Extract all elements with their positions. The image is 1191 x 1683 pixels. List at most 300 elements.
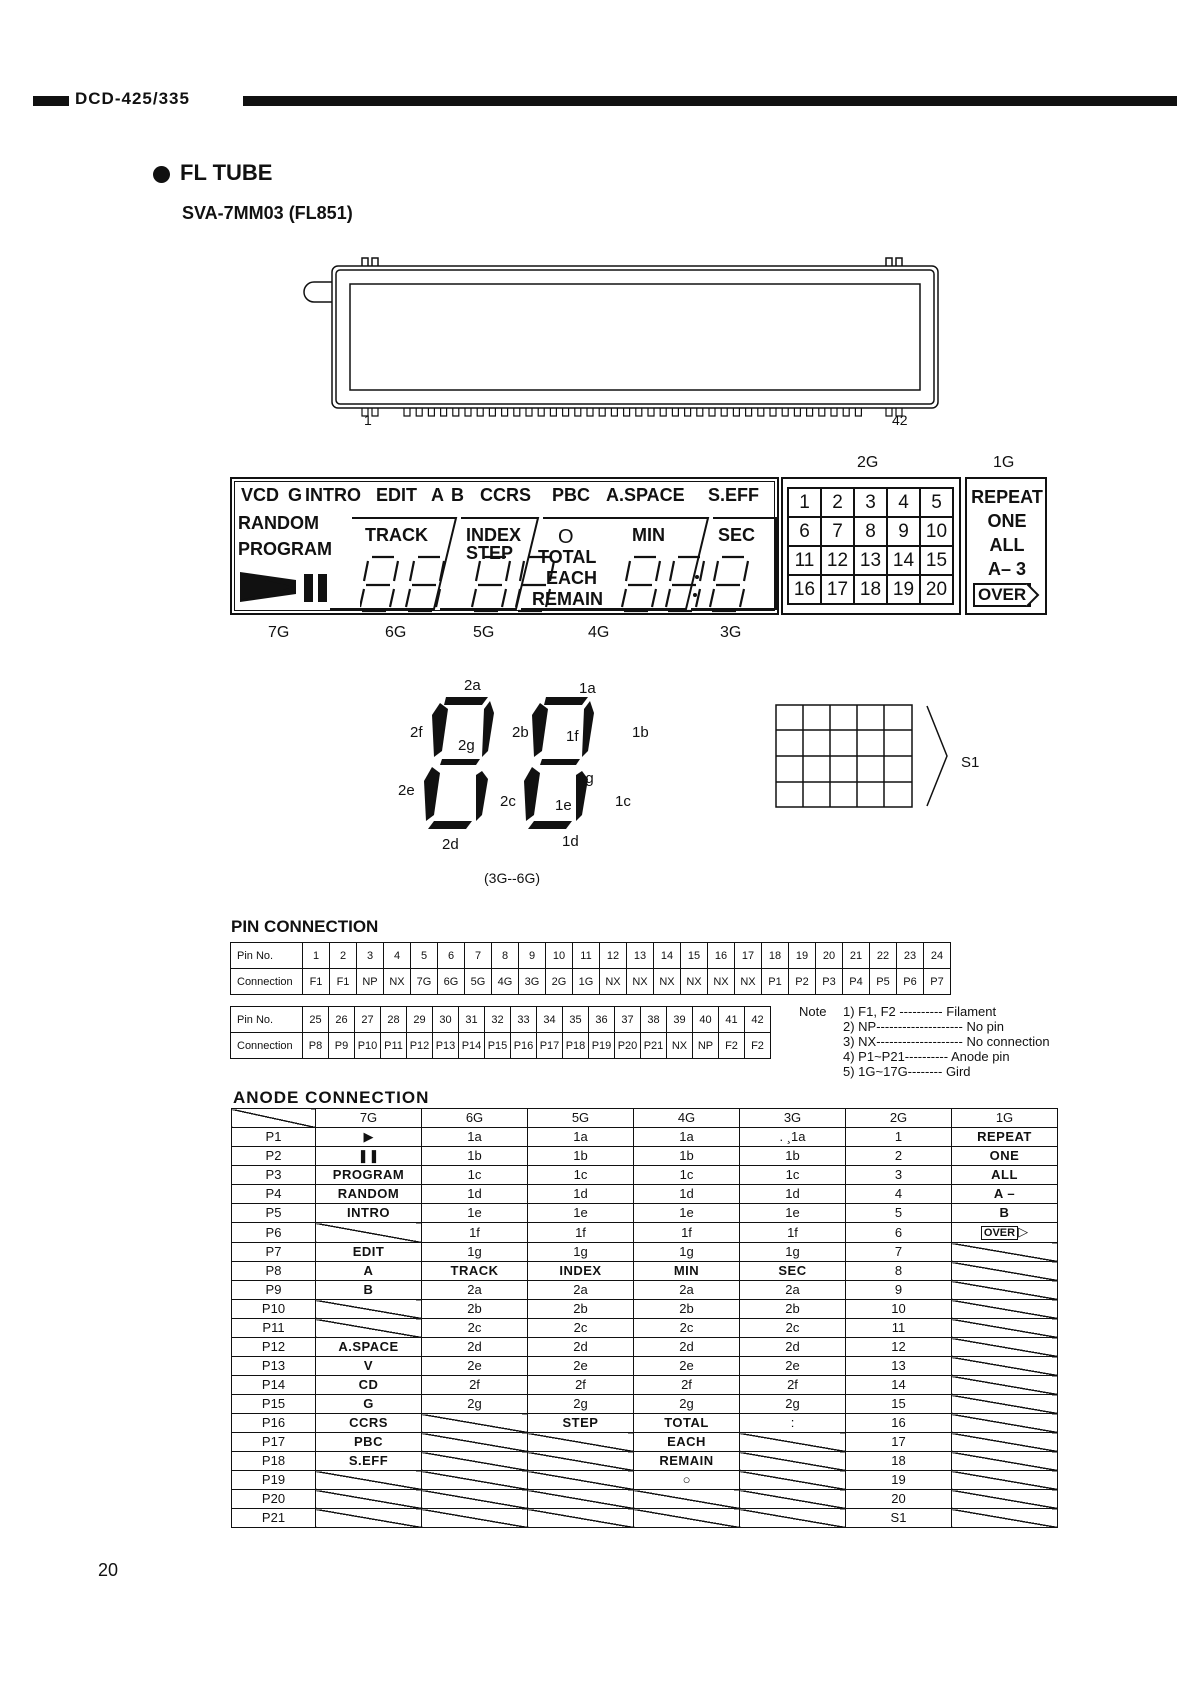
pin-connection-cell: 4G	[492, 969, 519, 995]
note-label: Note	[799, 1004, 827, 1019]
pin-connection-cell: P20	[615, 1033, 641, 1059]
note-value: Filament	[946, 1004, 997, 1019]
anode-cell: 2c	[740, 1319, 846, 1338]
connection-label: Connection	[231, 1033, 303, 1059]
anode-row	[232, 1147, 1058, 1166]
anode-pin-cell: P5	[232, 1204, 316, 1223]
pin-connection-cell: P2	[789, 969, 816, 995]
label-intro: INTRO	[305, 485, 361, 505]
seg-label-2f: 2f	[410, 724, 423, 741]
anode-pin-cell: P18	[232, 1452, 316, 1471]
anode-row	[232, 1204, 1058, 1223]
anode-cell: 2b	[634, 1300, 740, 1319]
anode-table	[231, 1108, 1058, 1528]
empty-cell	[740, 1433, 846, 1452]
pin-number-cell: 39	[667, 1007, 693, 1033]
label-total: TOTAL	[538, 547, 597, 567]
anode-cell: 1b	[634, 1147, 740, 1166]
play-pause-icon	[238, 566, 338, 606]
label-repeat: REPEAT	[971, 487, 1043, 507]
grid-number-cell: 7	[821, 517, 854, 546]
anode-cell: 18	[846, 1452, 952, 1471]
pin-connection-cell: NP	[357, 969, 384, 995]
pin-number-cell: 36	[589, 1007, 615, 1033]
grid-number-cell: 1	[788, 488, 821, 517]
empty-cell	[422, 1414, 528, 1433]
empty-cell	[634, 1490, 740, 1509]
empty-cell	[422, 1490, 528, 1509]
pin-number-cell: 6	[438, 943, 465, 969]
anode-cell: B	[952, 1204, 1058, 1223]
empty-cell	[952, 1490, 1058, 1509]
anode-cell: PROGRAM	[316, 1166, 422, 1185]
empty-cell	[740, 1471, 846, 1490]
pin-number-cell: 15	[681, 943, 708, 969]
pin-number-cell: 2	[330, 943, 357, 969]
label-a: A	[431, 485, 444, 505]
pin-number-cell: 13	[627, 943, 654, 969]
anode-cell: 2e	[634, 1357, 740, 1376]
pin-table-1	[230, 942, 951, 995]
note-item	[843, 1019, 1050, 1034]
anode-row	[232, 1300, 1058, 1319]
label-g: G	[288, 485, 303, 505]
pin-connection-cell: P15	[485, 1033, 511, 1059]
anode-cell: 1e	[634, 1204, 740, 1223]
pin-connection-cell: P11	[381, 1033, 407, 1059]
anode-cell: RANDOM	[316, 1185, 422, 1204]
grid-number-table	[787, 487, 954, 605]
anode-row	[232, 1376, 1058, 1395]
empty-cell	[952, 1509, 1058, 1528]
header-bar-left	[33, 96, 69, 106]
anode-pin-cell: P7	[232, 1243, 316, 1262]
anode-cell: 1d	[740, 1185, 846, 1204]
anode-cell: PBC	[316, 1433, 422, 1452]
note-item	[843, 1049, 1050, 1064]
grid-number-cell: 6	[788, 517, 821, 546]
anode-cell: INTRO	[316, 1204, 422, 1223]
grid-label-7g: 7G	[268, 624, 290, 641]
anode-cell: 5	[846, 1204, 952, 1223]
anode-cell: 6	[846, 1223, 952, 1243]
pin-number-cell: 31	[459, 1007, 485, 1033]
label-edit: EDIT	[376, 485, 418, 505]
pin-number-cell: 8	[492, 943, 519, 969]
anode-cell: V	[316, 1357, 422, 1376]
pin-no-label: Pin No.	[231, 1007, 303, 1033]
pin-number-cell: 25	[303, 1007, 329, 1033]
anode-pin-cell: P13	[232, 1357, 316, 1376]
anode-cell: 14	[846, 1376, 952, 1395]
anode-cell: 1f	[740, 1223, 846, 1243]
anode-cell: ❚❚	[316, 1147, 422, 1166]
pin-connection-cell: P14	[459, 1033, 485, 1059]
anode-cell: . ¸1a	[740, 1128, 846, 1147]
note-value: No connection	[966, 1034, 1050, 1049]
pin-connection-cell: 7G	[411, 969, 438, 995]
anode-column-header: 1G	[952, 1109, 1058, 1128]
pin-number-cell: 1	[303, 943, 330, 969]
note-value: Anode pin	[951, 1049, 1010, 1064]
anode-cell: G	[316, 1395, 422, 1414]
pin-connection-cell: P5	[870, 969, 897, 995]
note-item	[843, 1064, 1050, 1079]
empty-cell	[528, 1509, 634, 1528]
anode-cell: INDEX	[528, 1262, 634, 1281]
pin-number-cell: 38	[641, 1007, 667, 1033]
label-over: OVER	[978, 585, 1027, 604]
grid-number-cell: 4	[887, 488, 920, 517]
s1-grid-diagram	[775, 704, 955, 814]
seg-label-2a: 2a	[464, 677, 481, 694]
pin-connection-cell: P16	[511, 1033, 537, 1059]
label-b: B	[451, 485, 464, 505]
pin-number-cell: 42	[745, 1007, 771, 1033]
pin-connection-cell: NX	[667, 1033, 693, 1059]
anode-pin-cell: P3	[232, 1166, 316, 1185]
empty-cell	[316, 1471, 422, 1490]
anode-row	[232, 1395, 1058, 1414]
anode-cell: 1g	[634, 1243, 740, 1262]
anode-cell: ○	[634, 1471, 740, 1490]
connection-label: Connection	[231, 969, 303, 995]
pin-number-cell: 22	[870, 943, 897, 969]
anode-pin-cell: P9	[232, 1281, 316, 1300]
anode-pin-cell: P19	[232, 1471, 316, 1490]
anode-cell: 2c	[634, 1319, 740, 1338]
grid-label-2g: 2G	[857, 454, 879, 471]
pin-connection-cell: P4	[843, 969, 870, 995]
pin-number-cell: 29	[407, 1007, 433, 1033]
anode-row	[232, 1338, 1058, 1357]
empty-cell	[952, 1262, 1058, 1281]
note-item	[843, 1034, 1050, 1049]
circle-indicator: O	[558, 526, 574, 548]
anode-cell: 1a	[528, 1128, 634, 1147]
pin-number-cell: 28	[381, 1007, 407, 1033]
anode-cell: B	[316, 1281, 422, 1300]
over-indicator	[973, 583, 1031, 607]
pin-number-cell: 17	[735, 943, 762, 969]
grid-number-cell: 9	[887, 517, 920, 546]
anode-cell: 1b	[740, 1147, 846, 1166]
seg-label-1a: 1a	[579, 680, 596, 697]
anode-pin-cell: P20	[232, 1490, 316, 1509]
anode-cell: 2a	[740, 1281, 846, 1300]
label-pbc: PBC	[552, 485, 591, 505]
anode-cell: :	[740, 1414, 846, 1433]
empty-cell	[316, 1319, 422, 1338]
label-aspace: A.SPACE	[606, 485, 685, 505]
anode-pin-cell: P17	[232, 1433, 316, 1452]
empty-cell	[952, 1433, 1058, 1452]
seg-label-2b: 2b	[512, 724, 529, 741]
anode-pin-cell: P2	[232, 1147, 316, 1166]
note-key: 1) F1, F2 ----------	[843, 1004, 943, 1019]
grid-label-4g: 4G	[588, 624, 610, 641]
anode-cell: 2e	[740, 1357, 846, 1376]
pin-connection-cell: NX	[627, 969, 654, 995]
pin-connection-cell: P21	[641, 1033, 667, 1059]
pin-number-cell: 33	[511, 1007, 537, 1033]
anode-cell: STEP	[528, 1414, 634, 1433]
anode-cell: 16	[846, 1414, 952, 1433]
grid-number-cell: 15	[920, 546, 953, 575]
anode-cell: EACH	[634, 1433, 740, 1452]
anode-cell: 2e	[528, 1357, 634, 1376]
seg-label-1f: 1f	[566, 728, 579, 745]
anode-column-header: 4G	[634, 1109, 740, 1128]
anode-row	[232, 1243, 1058, 1262]
empty-cell	[952, 1281, 1058, 1300]
pin-connection-cell: NP	[693, 1033, 719, 1059]
grid-number-cell: 16	[788, 575, 821, 604]
anode-column-header: 3G	[740, 1109, 846, 1128]
anode-cell: CCRS	[316, 1414, 422, 1433]
anode-cell: 2g	[634, 1395, 740, 1414]
grid-number-cell: 12	[821, 546, 854, 575]
pin-number-cell: 4	[384, 943, 411, 969]
anode-cell: A –	[952, 1185, 1058, 1204]
segment-diagram	[420, 695, 640, 855]
grid-number-cell: 13	[854, 546, 887, 575]
pin-number-cell: 11	[573, 943, 600, 969]
note-key: 3) NX--------------------	[843, 1034, 963, 1049]
pin-number-cell: 7	[465, 943, 492, 969]
header-bar-right	[243, 96, 1177, 106]
label-one: ONE	[987, 511, 1027, 531]
pin-connection-cell: F1	[330, 969, 357, 995]
anode-cell: 1f	[422, 1223, 528, 1243]
grid-number-cell: 10	[920, 517, 953, 546]
empty-cell	[422, 1452, 528, 1471]
seven-segment-digits	[360, 555, 780, 613]
pin-connection-cell: P7	[924, 969, 951, 995]
anode-row	[232, 1166, 1058, 1185]
empty-cell	[952, 1452, 1058, 1471]
pin-number-cell: 30	[433, 1007, 459, 1033]
anode-cell: 2d	[740, 1338, 846, 1357]
anode-pin-cell: P11	[232, 1319, 316, 1338]
grid-number-cell: 8	[854, 517, 887, 546]
anode-row	[232, 1128, 1058, 1147]
anode-cell: 2g	[528, 1395, 634, 1414]
note-value: No pin	[966, 1019, 1005, 1034]
empty-cell	[528, 1452, 634, 1471]
anode-cell: 1	[846, 1128, 952, 1147]
empty-cell	[422, 1433, 528, 1452]
pin-number-cell: 9	[519, 943, 546, 969]
anode-cell: 2c	[422, 1319, 528, 1338]
anode-cell: 7	[846, 1243, 952, 1262]
model-title: DCD-425/335	[75, 89, 190, 108]
pin-number-cell: 24	[924, 943, 951, 969]
empty-cell	[952, 1357, 1058, 1376]
anode-cell: 13	[846, 1357, 952, 1376]
pin-number-cell: 3	[357, 943, 384, 969]
pin-number-cell: 35	[563, 1007, 589, 1033]
anode-cell: 1g	[422, 1243, 528, 1262]
pin-connection-cell: P18	[563, 1033, 589, 1059]
anode-cell: 1d	[422, 1185, 528, 1204]
anode-cell	[952, 1223, 1058, 1243]
empty-cell	[316, 1509, 422, 1528]
anode-cell: 2b	[740, 1300, 846, 1319]
empty-cell	[422, 1509, 528, 1528]
fl-tube-drawing	[300, 250, 950, 430]
seg-label-2c: 2c	[500, 793, 516, 810]
anode-cell: 2b	[528, 1300, 634, 1319]
anode-cell: A	[316, 1262, 422, 1281]
anode-row	[232, 1471, 1058, 1490]
seg-label-1b: 1b	[632, 724, 649, 741]
pin-number-cell: 20	[816, 943, 843, 969]
over-badge: OVER	[981, 1226, 1018, 1240]
pin-number-cell: 23	[897, 943, 924, 969]
pin-label-last: 42	[892, 412, 908, 428]
pin-connection-cell: NX	[708, 969, 735, 995]
anode-pin-cell: P10	[232, 1300, 316, 1319]
anode-cell: 2f	[528, 1376, 634, 1395]
grid-number-cell: 20	[920, 575, 953, 604]
anode-cell: 1b	[422, 1147, 528, 1166]
anode-cell: 2f	[422, 1376, 528, 1395]
seg-label-2e: 2e	[398, 782, 415, 799]
anode-cell: 1f	[528, 1223, 634, 1243]
empty-cell	[422, 1471, 528, 1490]
empty-cell	[528, 1490, 634, 1509]
pin-connection-cell: P1	[762, 969, 789, 995]
anode-cell: 1c	[528, 1166, 634, 1185]
anode-cell: 1e	[422, 1204, 528, 1223]
seg-label-1g: 1g	[577, 770, 594, 787]
empty-cell	[740, 1452, 846, 1471]
empty-cell	[528, 1471, 634, 1490]
label-index: INDEX	[466, 525, 522, 545]
anode-cell: 20	[846, 1490, 952, 1509]
anode-pin-cell: P21	[232, 1509, 316, 1528]
label-seff: S.EFF	[708, 485, 760, 505]
anode-row	[232, 1433, 1058, 1452]
anode-cell: CD	[316, 1376, 422, 1395]
label-all: ALL	[989, 535, 1025, 555]
anode-cell: 3	[846, 1166, 952, 1185]
anode-cell: 2c	[528, 1319, 634, 1338]
pin-number-cell: 16	[708, 943, 735, 969]
empty-cell	[740, 1509, 846, 1528]
page-number: 20	[98, 1560, 119, 1580]
anode-cell: 2d	[422, 1338, 528, 1357]
anode-pin-cell: P1	[232, 1128, 316, 1147]
anode-cell: 2f	[634, 1376, 740, 1395]
label-each: EACH	[546, 568, 598, 588]
over-arrow-icon: ▷	[1018, 1224, 1029, 1239]
pin-connection-cell: P17	[537, 1033, 563, 1059]
pin-number-cell: 34	[537, 1007, 563, 1033]
anode-cell: S1	[846, 1509, 952, 1528]
anode-cell: EDIT	[316, 1243, 422, 1262]
pin-no-label: Pin No.	[231, 943, 303, 969]
anode-cell: 1b	[528, 1147, 634, 1166]
anode-cell: 1e	[528, 1204, 634, 1223]
pin-connection-cell: 3G	[519, 969, 546, 995]
pin-connection-cell: 1G	[573, 969, 600, 995]
pin-connection-cell: 2G	[546, 969, 573, 995]
pin-number-cell: 26	[329, 1007, 355, 1033]
empty-cell	[316, 1490, 422, 1509]
anode-cell: S.EFF	[316, 1452, 422, 1471]
empty-cell	[952, 1376, 1058, 1395]
anode-cell: MIN	[634, 1262, 740, 1281]
anode-cell: 4	[846, 1185, 952, 1204]
empty-cell	[952, 1395, 1058, 1414]
anode-cell: 2e	[422, 1357, 528, 1376]
grid-number-cell: 11	[788, 546, 821, 575]
pin-connection-cell: NX	[735, 969, 762, 995]
anode-row	[232, 1281, 1058, 1300]
seg-label-1d: 1d	[562, 833, 579, 850]
empty-cell	[740, 1490, 846, 1509]
pin-number-cell: 5	[411, 943, 438, 969]
corner-cell	[232, 1109, 316, 1128]
anode-cell: 1d	[528, 1185, 634, 1204]
label-a3: A– 3	[987, 559, 1027, 579]
anode-cell: 1a	[422, 1128, 528, 1147]
note-item	[843, 1004, 1050, 1019]
anode-cell: 2f	[740, 1376, 846, 1395]
anode-cell: 2a	[634, 1281, 740, 1300]
empty-cell	[952, 1471, 1058, 1490]
empty-cell	[952, 1319, 1058, 1338]
anode-cell: 9	[846, 1281, 952, 1300]
anode-cell: ▶	[316, 1128, 422, 1147]
anode-cell: 15	[846, 1395, 952, 1414]
part-number: SVA-7MM03 (FL851)	[182, 203, 353, 223]
anode-pin-cell: P15	[232, 1395, 316, 1414]
anode-cell: 2a	[422, 1281, 528, 1300]
pin-connection-cell: P12	[407, 1033, 433, 1059]
empty-cell	[952, 1338, 1058, 1357]
pin-connection-cell: P8	[303, 1033, 329, 1059]
anode-column-header: 5G	[528, 1109, 634, 1128]
label-step: STEP	[466, 543, 514, 563]
label-remain: REMAIN	[532, 589, 603, 609]
anode-cell: 1a	[634, 1128, 740, 1147]
pin-table-2	[230, 1006, 771, 1059]
anode-row	[232, 1490, 1058, 1509]
pin-label-first: 1	[364, 412, 372, 428]
label-sec: SEC	[718, 525, 756, 545]
anode-column-header: 2G	[846, 1109, 952, 1128]
pin-connection-cell: 5G	[465, 969, 492, 995]
pin-connection-title: PIN CONNECTION	[231, 917, 379, 936]
note-key: 5) 1G~17G--------	[843, 1064, 943, 1079]
anode-cell: 17	[846, 1433, 952, 1452]
grid-label-1g: 1G	[993, 454, 1015, 471]
anode-cell: 1g	[528, 1243, 634, 1262]
anode-cell: TOTAL	[634, 1414, 740, 1433]
pin-connection-cell: F1	[303, 969, 330, 995]
anode-cell: 11	[846, 1319, 952, 1338]
pin-number-cell: 21	[843, 943, 870, 969]
pin-connection-cell: P6	[897, 969, 924, 995]
anode-cell: 10	[846, 1300, 952, 1319]
pin-number-cell: 40	[693, 1007, 719, 1033]
anode-column-header: 6G	[422, 1109, 528, 1128]
over-arrow-icon	[1026, 583, 1040, 607]
empty-cell	[316, 1300, 422, 1319]
